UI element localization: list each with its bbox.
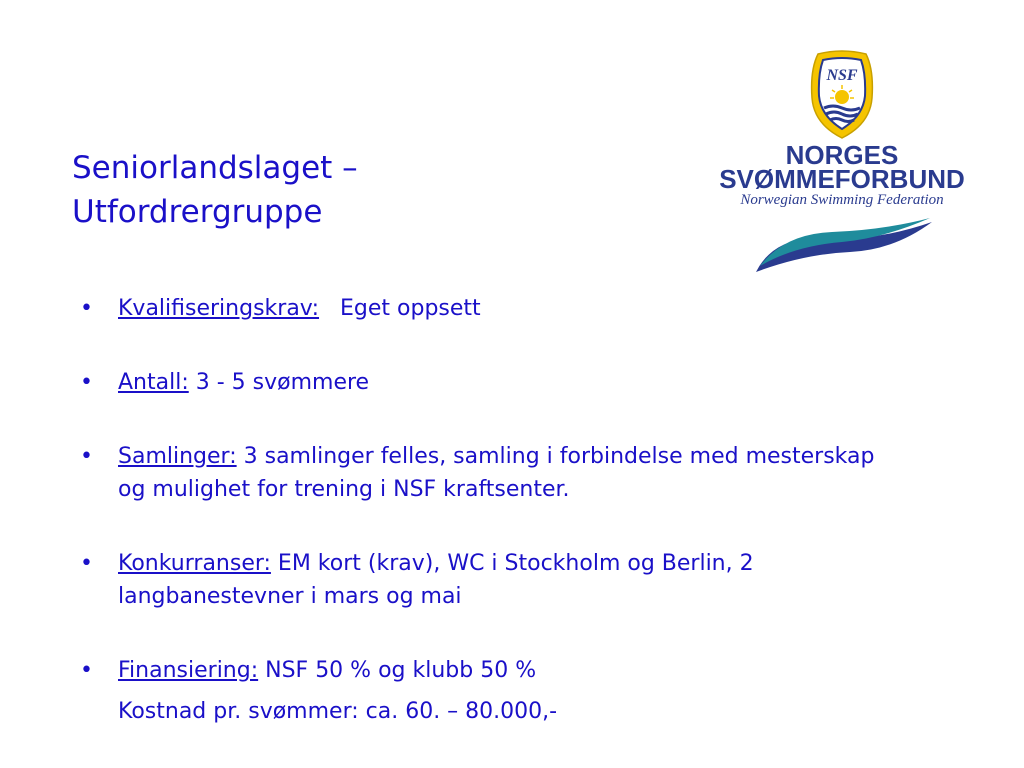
bullet-point: • [80,551,93,576]
crest-text: NSF [826,67,858,84]
slide-title [72,146,358,234]
bullet-extra-text: Kostnad pr. svømmer: ca. 60. – 80.000,- [118,699,558,724]
bullet-point: • [80,296,93,321]
bullet-label: Samlinger: [118,444,237,469]
logo-subtitle: Norwegian Swimming Federation [740,192,944,208]
bullet-text: Eget oppsett [319,296,481,321]
list-item [80,366,880,399]
slide-title-line1: Seniorlandslaget – [72,150,358,186]
bullet-label: Kvalifiseringskrav: [118,296,320,321]
bullet-label: Antall: [118,370,189,395]
bullet-point: • [80,370,93,395]
list-item [80,654,880,728]
bullet-text: 3 samlinger felles, samling i forbindelse med mesterskap og mulighet for trening i NSF kraftsenter. [118,444,875,502]
slide-title-line2: Utfordrergruppe [72,194,323,230]
list-item [80,292,880,325]
bullet-list [80,292,880,728]
bullet-point: • [80,658,93,683]
bullet-point: • [80,444,93,469]
nsf-logo [704,44,980,276]
bullet-label: Konkurranser: [118,551,271,576]
wave-icon [754,216,934,276]
bullet-text: NSF 50 % og klubb 50 % [258,658,537,683]
logo-name-line1: NORGES [785,140,899,170]
bullet-text: 3 - 5 svømmere [188,370,370,395]
nsf-crest-icon [808,50,876,140]
list-item [80,547,880,613]
bullet-label: Finansiering: [118,658,259,683]
logo-name-line2: SVØMMEFORBUND [719,164,965,194]
list-item [80,440,880,506]
bullet-text: EM kort (krav), WC i Stockholm og Berlin, 2 langbanestevner i mars og mai [118,551,754,609]
